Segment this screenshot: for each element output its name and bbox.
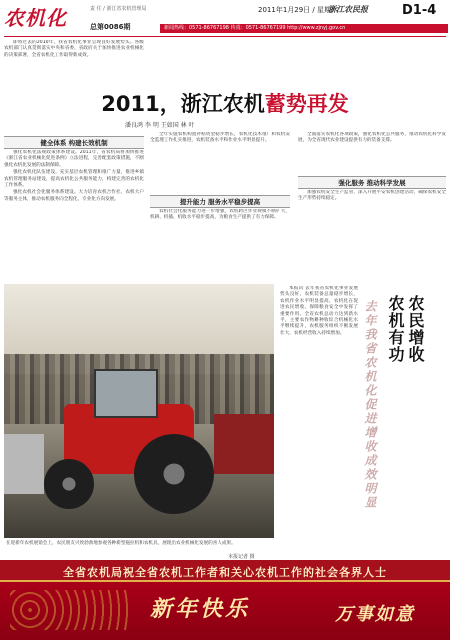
contact-bar: 新闻热线：0571-86767198 传真：0571-86767199 http://www.zjnyj.gov.cn [160, 24, 448, 33]
issue-date: 2011年1月29日 / 星期六 [258, 6, 338, 14]
right-column-top: 全面落实农机化各项政策，强化农机化公共服务，推动农机化科学发展，为全省现代农业建设提供有力的装备支撑。 [298, 132, 446, 144]
photo-tractor-cab [94, 369, 158, 418]
paper-section-name: 农机化 [4, 6, 67, 30]
greeting-happy-new-year: 新年快乐 [150, 596, 251, 622]
newspaper-name: 浙江农民报 [328, 4, 368, 14]
divider [4, 36, 446, 37]
photo-tractor-left [4, 434, 44, 494]
masthead [0, 0, 450, 36]
photo-caption: 在迎新年农机展销会上，农民朋友兴致勃勃地参观各种新型拖拉机和农机具，展现出农业机械化发展的喜人成果。 [6, 541, 236, 546]
banner-decoration [10, 590, 130, 630]
photo-tractor-right [214, 414, 274, 474]
photo-tractor-front-wheel [44, 459, 94, 509]
intro-text: 即将过去的2010年，我省农机化事业呈现良好发展势头。各级农机部门认真贯彻落实中央和省委、省政府关于加快推进农业机械化的决策部署，全省农机化工作取得新成效。 [4, 40, 144, 58]
page-number: D1-4 [402, 3, 437, 18]
headline-text: 2011，浙江农机 [101, 92, 265, 116]
greeting-all-the-best: 万事如意 [335, 604, 415, 625]
left-column: 强化农机化法规政策体系建设。2011年，省农机局将加快推进《浙江省农业机械化促进条例》立法进程，完善配套政策措施，不断强化农机化发展的法制保障。 强化农机化队伍建设。充实基层农机管理和推广力量，推进乡镇农机管理服务站建设，提高农机化公共服务能力，构建完善的农机化工作体系。 强化农机社会化服务体系建设。大力培育农机合作社、农机大户等服务主体，推动农机服务向全程化、专业化方向发展。 [4, 150, 144, 202]
photo-tractor-wheel [134, 434, 214, 514]
right-column: 加强农机安全生产监管，深入开展平安农机创建活动，确保农机安全生产形势持续稳定。 [298, 190, 446, 202]
tractor-photo [4, 284, 274, 538]
middle-column-top: 全年实施农机购置补贴资金稳步增长，农机化技术推广和农机安全监理工作扎实推进，农机装备水平和作业水平明显提升。 [150, 132, 290, 144]
right-section-heading: 强化服务 推动科学发展 [298, 176, 446, 189]
section-editor: 责 任 / 浙江省农机管理局 [90, 6, 147, 12]
new-year-banner [0, 560, 450, 640]
left-section-heading: 健全体系 构建长效机制 [4, 136, 144, 149]
photo-credit: 本报记者 摄 [228, 554, 255, 560]
byline: 潘良鸿 李 明 王如国 林 叶 [125, 122, 195, 129]
feature-title-1: 农民增收 [406, 295, 425, 363]
feature-subtitle: 去年我省农机化促进增收成效明显 [363, 300, 377, 510]
middle-section-heading: 提升能力 服务水平稳步提高 [150, 195, 290, 208]
feature-title-2: 农机有功 [386, 295, 405, 363]
banner-message: 全省农机局祝全省农机工作者和关心农机工作的社会各界人士 [63, 566, 387, 579]
headline-accent: 蓄势再发 [264, 92, 349, 116]
feature-article: 本报讯 去年我省农机化事业发展势头良好，农机装备总量稳步增长，农机作业水平明显提高，农机化在促进农民增收、保障粮食安全中发挥了重要作用。全省农机总动力达到新水平，主要农作物耕种收综合机械化水平继续提升，农机服务组织不断发展壮大，农机经营收入持续增加。 [280, 286, 358, 336]
middle-column: 农机社会化服务能力进一步增强，农机跨区作业规模不断扩大，机耕、机插、机收水平稳步提高，为粮食生产提供了有力保障。 [150, 209, 290, 221]
main-headline [0, 88, 450, 118]
issue-number: 总第0086期 [90, 23, 131, 31]
